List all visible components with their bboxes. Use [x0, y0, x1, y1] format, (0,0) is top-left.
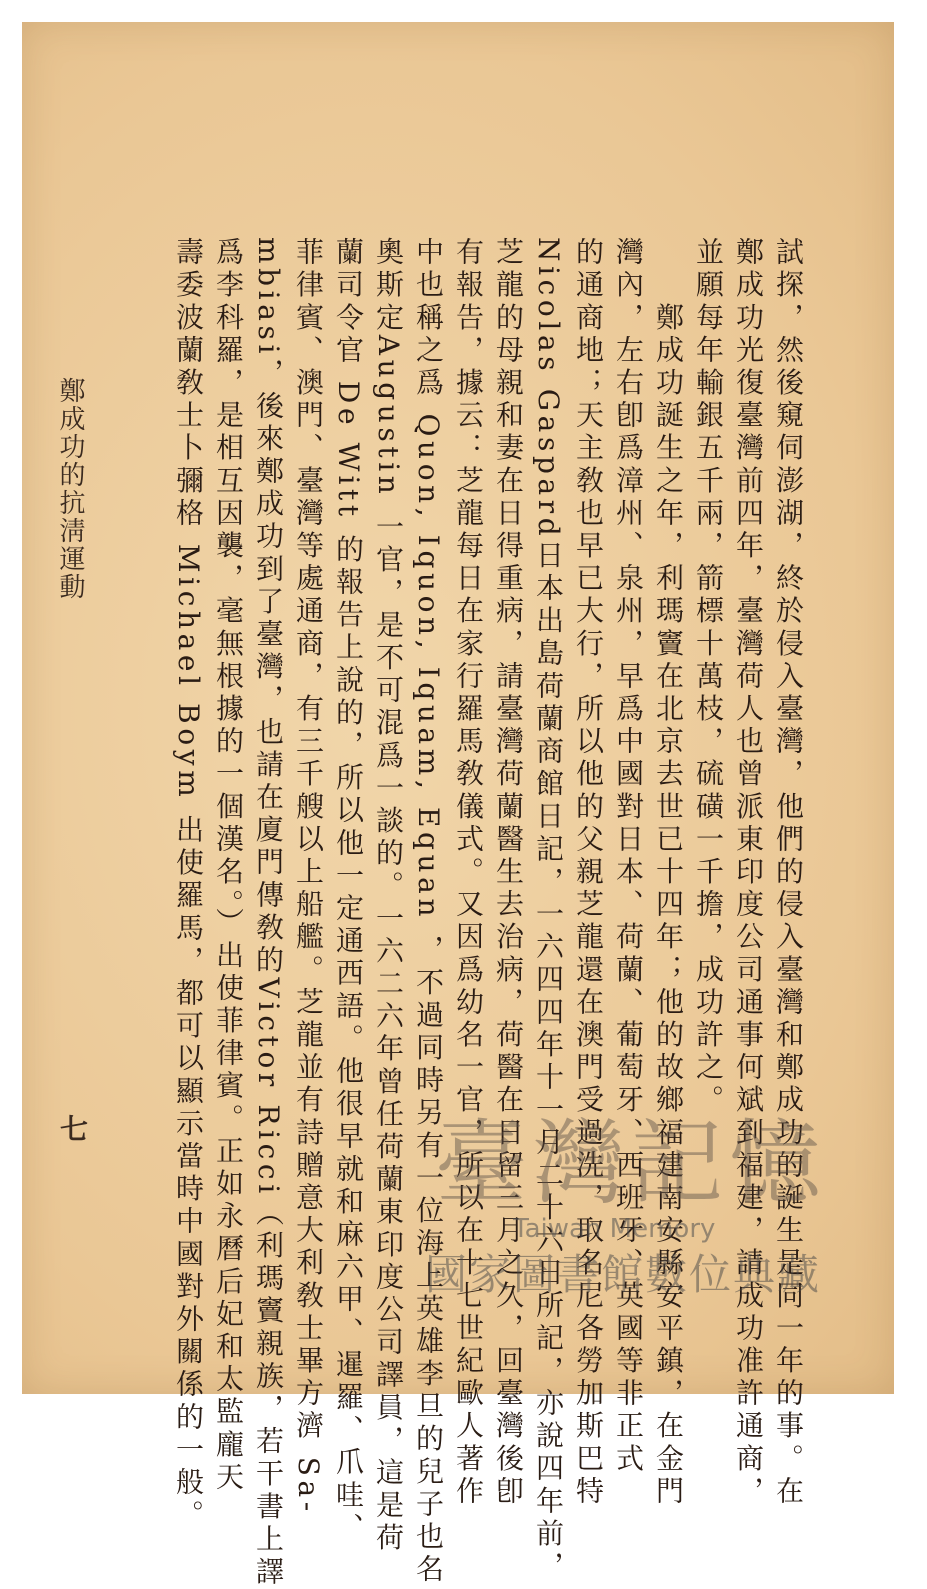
scanned-book-page [22, 22, 894, 1589]
watermark-chinese: 臺灣記憶 [435, 1110, 828, 1217]
text-column: 菲律賓、澳門、臺灣等處通商，有三千艘以上船艦。芝龍並有詩贈意大利敎士畢方濟 Sa- [292, 237, 325, 1516]
text-column: 並願每年輸銀五千兩，箭標十萬枝，硫磺一千擔，成功許之。 [692, 237, 725, 1118]
text-column: mbiasi，後來鄭成功到了臺灣，也請在廈門傳敎的Victor Ricci（利瑪竇親族，若干書上譯 [252, 237, 285, 1589]
watermark-subtitle: 國家圖書館數位典藏 [425, 1250, 822, 1299]
text-column: 蘭司令官 De Witt 的報告上說的，所以他一定通西語。他很早就和麻六甲、暹羅、爪哇、 [332, 237, 365, 1545]
text-column: 的通商地；天主敎也早已大行，所以他的父親芝龍還在澳門受過洗，取名尼各勞加斯巴特 [572, 237, 605, 1509]
watermark-english: Taiwan Memory [513, 1214, 716, 1244]
running-title: 鄭成功的抗淸運動 [55, 377, 85, 601]
text-column: 有報告，據云：芝龍每日在家行羅馬敎儀式。又因爲幼名一官，所以在十七世紀歐人著作 [452, 237, 485, 1509]
text-column: 試探，然後窺伺澎湖，終於侵入臺灣，他們的侵入臺灣和鄭成功的誕生是同一年的事。在 [772, 237, 805, 1509]
text-column: 壽委波蘭敎士卜彌格 Michael Boym 出使羅馬，都可以顯示當時中國對外關係的一般。 [172, 237, 205, 1533]
text-column: 中也稱之爲 Quon, Iquon, Iquam, Equan ，不過同時另有一位海上英雄李旦的兒子也名 [412, 237, 445, 1587]
text-column: 芝龍的母親和妻在日得重病，請臺灣荷蘭醫生去治病，荷醫在日留三月之久，回臺灣後卽 [492, 237, 525, 1509]
text-column: 爲李科羅，是相互因襲，毫無根據的一個漢名。）出使菲律賓。正如永曆后妃和太監龐天 [212, 237, 245, 1495]
text-column: 鄭成功誕生之年，利瑪竇在北京去世已十四年；他的故鄉福建南安縣安平鎮，在金門 [652, 237, 685, 1509]
text-column: 奧斯定Augustin 一官，是不可混爲一談的。一六二六年曾任荷蘭東印度公司譯員，這是荷 [372, 237, 405, 1556]
text-column: 鄭成功光復臺灣前四年，臺灣荷人也曾派東印度公司通事何斌到福建，請成功准許通商， [732, 237, 765, 1509]
page-number: 七 [56, 1114, 89, 1142]
text-column: Nicolas Gaspard日本出島荷蘭商館日記，一六四四年十一月二十六日所記，亦說四年前， [532, 237, 565, 1584]
text-column: 灣內，左右卽爲漳州、泉州，早爲中國對日本、荷蘭、葡萄牙、西班牙、英國等非正式 [612, 237, 645, 1476]
